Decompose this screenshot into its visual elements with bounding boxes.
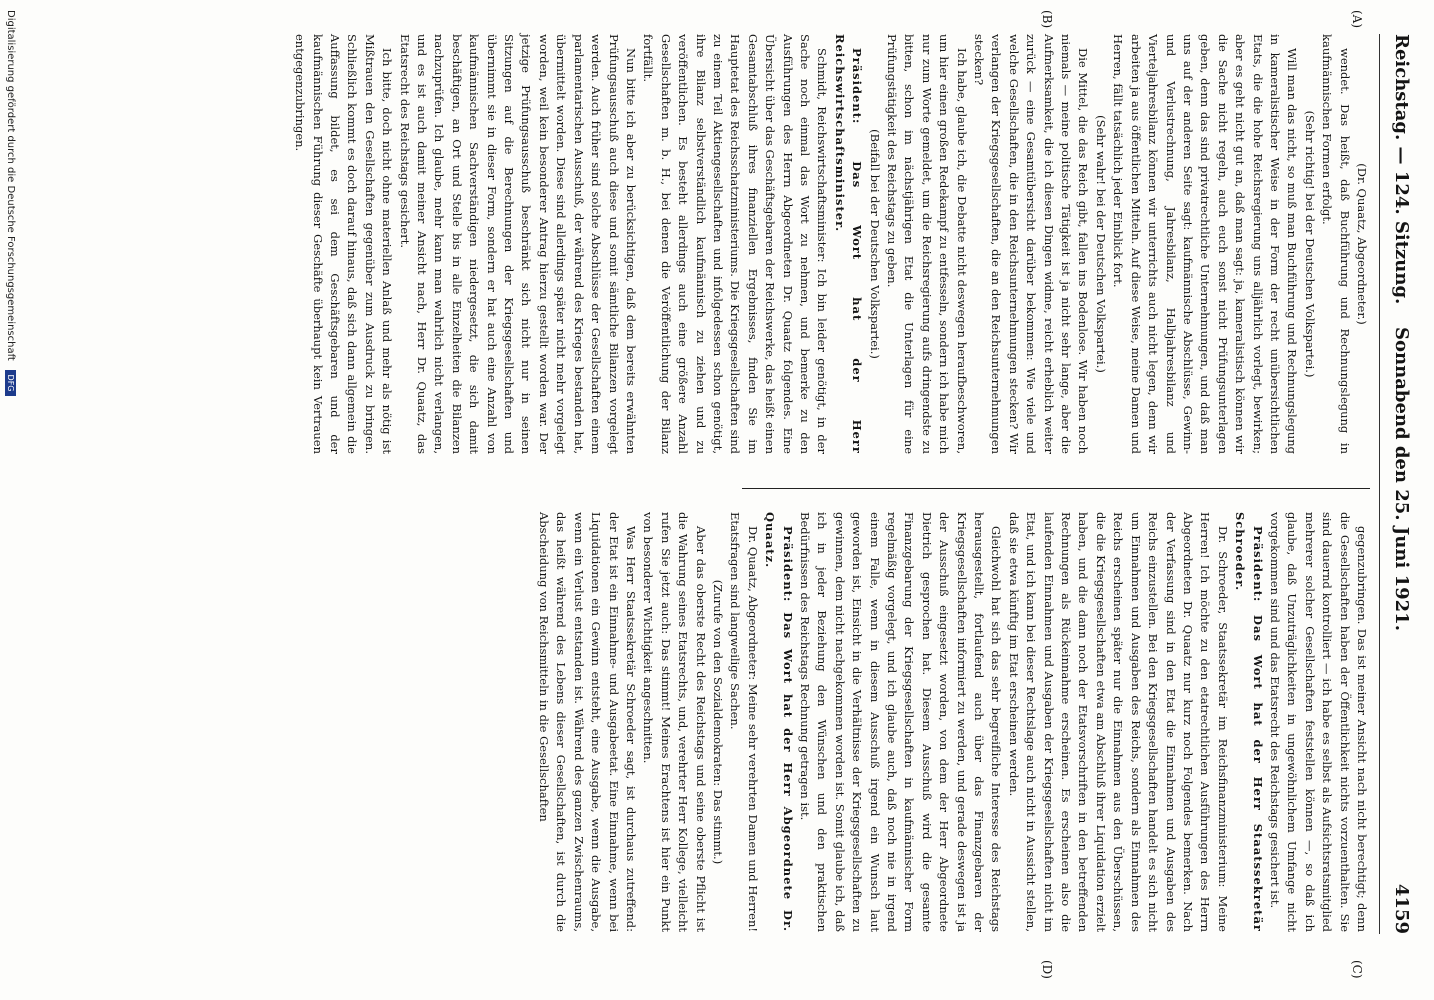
paragraph: Dr. Schroeder, Staatssekretär im Reichsfinanzministerium: Meine Herren! Ich möchte zu den etatrechtlichen Ausführungen des Herrn Abgeordneten Dr. Quaatz nur kurz noch Folgendes bemerken. Nach der Verfassung sind in den Etat die Einnahmen und Ausgaben des Reichs einzustellen. Bei den Kriegsgesellschaften handelt es sich nicht um Einnahmen und Ausgaben des Reichs, sondern als Einnahmen des Reichs erscheinen später nur die Einnahmen aus den Überschüssen, die die Kriegsgesellschaften etwa am Abschluß ihrer Liquidation erzielt haben, und die dann noch der Etatsvorschriften in den betreffenden Rechnungen als Rückeinnahme erscheinen. Es erscheinen also die laufenden Einnahmen und Ausgaben der Kriegsgesellschaften nicht im Etat, und ich kann bei dieser Rechtslage auch nicht in Aussicht stellen, daß sie etwa künftig im Etat erscheinen werden. bbox=[1006, 512, 1230, 932]
page-number: 4159 bbox=[1391, 883, 1412, 934]
president-remark: Präsident: Das Wort hat der Herr Reichswirtschaftsminister. bbox=[832, 34, 865, 454]
header-left: Reichstag. — 124. Sitzung. bbox=[1391, 34, 1412, 305]
paragraph: Gleichwohl hat sich das sehr begreifliche Interesse des Reichstags herausgestellt, fortlaufend auch über das Finanzgebaren der Kriegsgesellschaften informiert zu werden, und gerade deswegen ist ja der Ausschuß eingesetzt worden, von dem der Herr Abgeordnete Dietrich gesprochen hat. Diesem Ausschuß wird die gesamte Finanzgebarung der Kriegsgesellschaften in kaufmännischer Form regelmäßig vorgelegt, und ich glaube auch, daß noch nie in irgend einem Falle, wenn in diesem Ausschuß irgend ein Wunsch laut geworden ist, Einsicht in die Verhältnisse der Kriegsgesellschaften zu gewinnen, dem nicht nachgekommen worden ist. Somit glaube ich, daß ich in jeder Beziehung den Wünschen und den praktischen Bedürfnissen des Reichstags Rechnung getragen ist. bbox=[798, 512, 1004, 932]
interjection: (Sehr wahr! bei der Deutschen Volkspartei.) bbox=[1093, 115, 1108, 373]
right-column bbox=[536, 512, 1370, 932]
left-column bbox=[293, 34, 1370, 454]
paragraph: wendet. Das heißt, daß Buchführung und Rechnungslegung in kaufmännischen Formen erfolgt. bbox=[1320, 34, 1352, 454]
paragraph: Aber das oberste Recht des Reichstags und seine oberste Pflicht ist die Wahrung seines Etatsrechts, und, verehrter Herr Kollege, vielleicht rufen Sie jetzt auch: Das stimmt! Meines Erachtens ist hier ein Punkt von besonderer Wichtigkeit angeschnitten. bbox=[641, 512, 708, 932]
digitization-note: Digitalisierung gefördert durch die Deutsche Forschungsgemeinschaft bbox=[5, 10, 16, 361]
paragraph: Ich bitte, doch nicht ohne materiellen Anlaß und mehr als nötig ist Mißtrauen den Gesellschaften gegenüber zum Ausdruck zu bringen. Schließlich kommt es doch darauf hinaus, daß sich dann allgemein die Auffassung bildet, es sei dem Geschäftsgebaren und der kaufmännischen Führung dieser Geschäfte überhaupt kein Vertrauen entgegenzubringen. bbox=[293, 34, 395, 454]
paragraph: Dr. Quaatz, Abgeordneter: Meine sehr verehrten Damen und Herren! Etatsfragen sind langweilige Sachen. bbox=[728, 512, 760, 932]
paragraph: Die Mittel, die das Reich gibt, fallen ins Bodenlose. Wir haben noch niemals — meine politische Tätigkeit ist ja nicht sehr lange, aber die Aufmerksamkeit, die ich diesen Dingen widme, reicht erheblich weiter zurück — eine Gesamtübersicht darüber bekommen: Wie viele und welche Gesellschaften, die in den Reichsunternehmungen stecken? Wir verlangen der Kriegsgesellschaften, die an den Reichsunternehmungen stecken? bbox=[972, 34, 1091, 454]
paragraph: Nun bitte ich aber zu berücksichtigen, daß dem bereits erwähnten Prüfungsausschuß auch diese und somit sämtliche Bilanzen vorgelegt werden. Auch früher sind solche Abschlüsse der Gesellschaften einem parlamentarischen Ausschuß, der während des Krieges bestanden hat, übermittelt worden. Diese sind allerdings später nicht mehr vorgelegt worden, weil kein besonderer Antrag hierzu gestellt worden war. Der jetzige Prüfungsausschuß beschränkt sich nicht nur in seinen Sitzungen auf die Berechnungen der Kriegsgesellschaften und übernimmt sie in dieser Form, sondern er hat auch eine Anzahl von kaufmännischen Sachverständigen niedergesetzt, die sich damit beschäftigen, an Ort und Stelle bis in alle Einzelheiten die Bilanzen nachzuprüfen. Ich glaube, mehr kann man wahrlich nicht verlangen, und es ist auch damit meiner Ansicht nach, Herr Dr. Quaatz, das Etatsrecht des Reichstags gesichert. bbox=[397, 34, 638, 454]
margin-marker-c: (C) bbox=[1350, 960, 1364, 979]
margin-marker-b: (B) bbox=[1040, 10, 1054, 29]
paragraph: Ich habe, glaube ich, die Debatte nicht deswegen heraufbeschworen, um hier einen großen Redekampf zu entfesseln, sondern ich habe mich nur zum Worte gemeldet, um die Reichsregierung aufs dringendste zu bitten, schon im nächstjährigen Etat die Unterlagen für eine Prüfungstätigkeit des Reichstags zu geben. bbox=[885, 34, 969, 454]
digitization-footer bbox=[3, 10, 17, 990]
president-remark: Präsident: Das Wort hat der Herr Abgeordnete Dr. Quaatz. bbox=[763, 512, 795, 932]
paragraph: gegenzubringen. Das ist meiner Ansicht nach nicht berechtigt; denn die Gesellschaften haben der Öffentlichkeit nichts vorzuenthalten. Sie sind dauernd kontrolliert — ich habe es selbst als Aufsichtsratsmitglied mehrerer solcher Gesellschaften feststellen können —, so daß ich glaube, daß Unzuträglichkeiten in ungewöhnlichem Umfange nicht vorgekommen sind und das Etatsrecht des Reichstags gesichert ist. bbox=[1267, 512, 1369, 932]
paragraph: Was Herr Staatssekretär Schroeder sagt, ist durchaus zutreffend: der Etat ist ein Einnahme- und Ausgabeetat. Eine Einnahme, wenn bei Liquidationen ein Gewinn entsteht, eine Ausgabe, wenn die Ausgabe, wenn ein Verlust entstanden ist. Während des ganzen Zwischenraums, das heißt während des Lebens dieser Gesellschaften, ist durch die Abscheidung von Reichsmitteln in die Gesellschaften bbox=[536, 512, 638, 932]
column-divider bbox=[742, 488, 1370, 489]
president-remark: Präsident: Das Wort hat der Herr Staatssekretär Schroeder. bbox=[1233, 512, 1265, 932]
dfg-logo-icon: DFG bbox=[6, 370, 17, 396]
header-date: Sonnabend den 25. Juni 1921. bbox=[1391, 327, 1412, 631]
paragraph: Schmidt, Reichswirtschaftsminister: Ich bin leider genötigt, in der Sache noch einmal das Wort zu nehmen, und bemerke zu den Ausführungen des Herrn Abgeordneten Dr. Quaatz folgendes. Eine Übersicht über das Geschäftsgebaren der Reichswerke, das heißt einen Gesamtabschluß ihres finanziellen Ergebnisses, finden Sie im Hauptetat des Reichsschatzministeriums. Die Kriegsgesellschaften sind zu einem Teil Aktiengesellschaften und infolgedessen schon genötigt, ihre Bilanz selbstverständlich kaufmännisch zu ziehen und zu veröffentlichen. Es besteht allerdings auch eine größere Anzahl Gesellschaften m. b. H., bei denen die Veröffentlichung der Bilanz fortfällt. bbox=[641, 34, 830, 454]
margin-marker-a: (A) bbox=[1350, 10, 1364, 29]
interjection: (Sehr richtig! bei der Deutschen Volkspartei.) bbox=[1302, 110, 1317, 378]
interjection: (Zurufe von den Sozialdemokraten: Das stimmt.) bbox=[710, 579, 725, 865]
page-header bbox=[1379, 34, 1420, 934]
paragraph: Will man das nicht, so muß man Buchführung und Rechnungslegung in kameralistischer Weise in der Form der recht unübersichtlichen Etats, die die hohe Reichsregierung uns alljährlich vorlegt, bewirken; aber es geht nicht gut an, daß man sagt: ja, kameralistisch können wir die Sache nicht regeln, auch euch sonst nicht Prüfungsunterlagen geben, denn das sind privatrechtliche Unternehmungen, und daß man uns auf der anderen Seite sagt: kaufmännische Abschlüsse, Gewinn- und Verlustrechnung, Jahresbilanz, Halbjahresbilanz und Vierteljahresbilanz können wir unterrichts auch nicht legen, denn wir arbeiten ja aus öffentlichen Mitteln. Auf diese Weise, meine Damen und Herren, fällt tatsächlich jeder Einblick fort. bbox=[1111, 34, 1300, 454]
speaker-continuation: (Dr. Quaatz, Abgeordneter.) bbox=[1355, 163, 1369, 325]
interjection: (Beifall bei der Deutschen Volkspartei.) bbox=[867, 129, 882, 359]
margin-marker-d: (D) bbox=[1040, 960, 1054, 979]
